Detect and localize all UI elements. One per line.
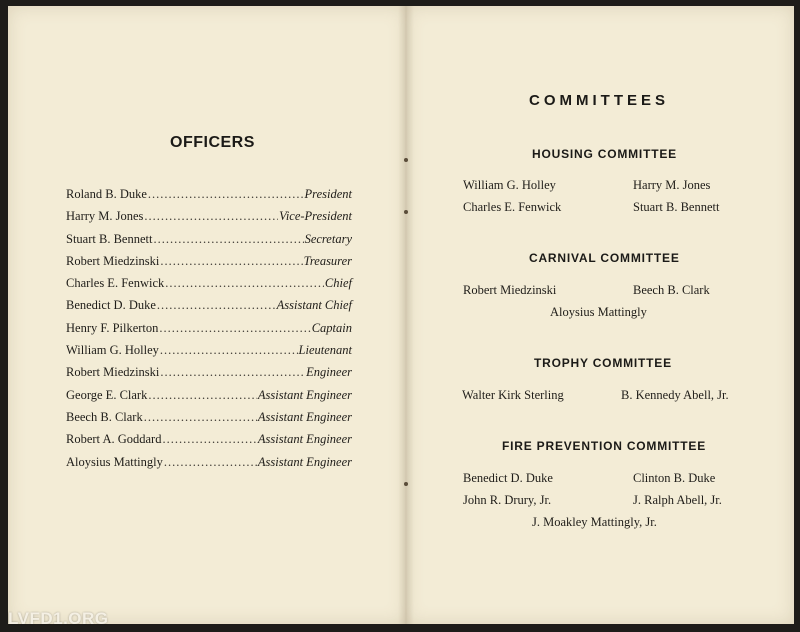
committee-member: J. Moakley Mattingly, Jr. — [532, 515, 657, 529]
fire-prevention-committee-title: FIRE PREVENTION COMMITTEE — [502, 439, 707, 453]
officer-title: Vice-President — [279, 209, 352, 224]
leader-dots — [148, 388, 257, 403]
site-watermark: LVFD1.ORG — [8, 609, 109, 628]
staple-mark — [404, 158, 408, 162]
officer-name: Robert Miedzinski — [66, 365, 160, 380]
officer-title: Chief — [324, 276, 352, 291]
leader-dots — [153, 232, 303, 247]
officer-title: Assistant Chief — [276, 298, 352, 313]
committees-title: COMMITTEES — [529, 92, 669, 109]
officer-row — [66, 298, 352, 320]
officer-row — [66, 343, 352, 365]
staple-mark — [404, 210, 408, 214]
housing-committee-title: HOUSING COMMITTEE — [532, 147, 677, 161]
committee-member: Stuart B. Bennett — [633, 200, 720, 214]
committee-member: Walter Kirk Sterling — [462, 388, 564, 402]
officer-row — [66, 432, 352, 454]
officer-row — [66, 187, 352, 209]
officer-title: Lieutenant — [298, 343, 352, 358]
carnival-committee-title: CARNIVAL COMMITTEE — [529, 251, 680, 265]
committee-member: William G. Holley — [463, 178, 556, 192]
committee-member: Beech B. Clark — [633, 283, 710, 297]
committee-member: John R. Drury, Jr. — [463, 493, 552, 507]
officer-name: Harry M. Jones — [66, 209, 144, 224]
committee-member: Robert Miedzinski — [463, 283, 557, 297]
officer-name: Aloysius Mattingly — [66, 454, 163, 469]
officer-row — [66, 365, 352, 387]
officer-row — [66, 254, 352, 276]
officer-row — [66, 321, 352, 343]
officer-name: William G. Holley — [66, 343, 159, 358]
leader-dots — [164, 455, 257, 470]
staple-mark — [404, 482, 408, 486]
leader-dots — [160, 343, 298, 358]
leader-dots — [165, 276, 324, 291]
committee-member: J. Ralph Abell, Jr. — [633, 493, 722, 507]
officer-row — [66, 410, 352, 432]
officer-name: George E. Clark — [66, 387, 148, 402]
committee-member: Harry M. Jones — [633, 178, 711, 192]
booklet-gutter — [398, 6, 414, 624]
leader-dots — [160, 254, 302, 269]
trophy-committee-title: TROPHY COMMITTEE — [534, 356, 672, 370]
officer-name: Robert A. Goddard — [66, 432, 162, 447]
leader-dots — [159, 321, 310, 336]
leader-dots — [162, 432, 256, 447]
officer-row — [66, 232, 352, 254]
officer-name: Beech B. Clark — [66, 409, 143, 424]
officer-title: Assistant Engineer — [257, 409, 352, 424]
officer-title: Secretary — [304, 231, 352, 246]
leader-dots — [160, 365, 305, 380]
officer-title: Engineer — [306, 365, 352, 380]
leader-dots — [148, 187, 304, 202]
officer-title: Captain — [311, 320, 352, 335]
officer-title: Assistant Engineer — [257, 432, 352, 447]
committee-member: Aloysius Mattingly — [550, 305, 647, 319]
officer-row — [66, 388, 352, 410]
officer-row — [66, 209, 352, 231]
officer-title: Assistant Engineer — [257, 454, 352, 469]
officer-row — [66, 455, 352, 477]
officer-name: Charles E. Fenwick — [66, 276, 165, 291]
officer-name: Robert Miedzinski — [66, 253, 160, 268]
officer-title: Assistant Engineer — [257, 387, 352, 402]
committee-member: Clinton B. Duke — [633, 471, 716, 485]
leader-dots — [144, 410, 257, 425]
officer-name: Stuart B. Bennett — [66, 231, 153, 246]
committee-member: Benedict D. Duke — [463, 471, 553, 485]
officers-list — [66, 187, 352, 477]
committee-member: B. Kennedy Abell, Jr. — [621, 388, 729, 402]
leader-dots — [144, 209, 278, 224]
officer-title: President — [304, 187, 352, 201]
officer-title: Treasurer — [303, 253, 352, 268]
officer-row — [66, 276, 352, 298]
officers-title: OFFICERS — [170, 134, 255, 151]
officer-name: Roland B. Duke — [66, 187, 147, 201]
officer-name: Henry F. Pilkerton — [66, 320, 159, 335]
leader-dots — [157, 298, 276, 313]
officer-name: Benedict D. Duke — [66, 298, 156, 313]
committee-member: Charles E. Fenwick — [463, 200, 562, 214]
